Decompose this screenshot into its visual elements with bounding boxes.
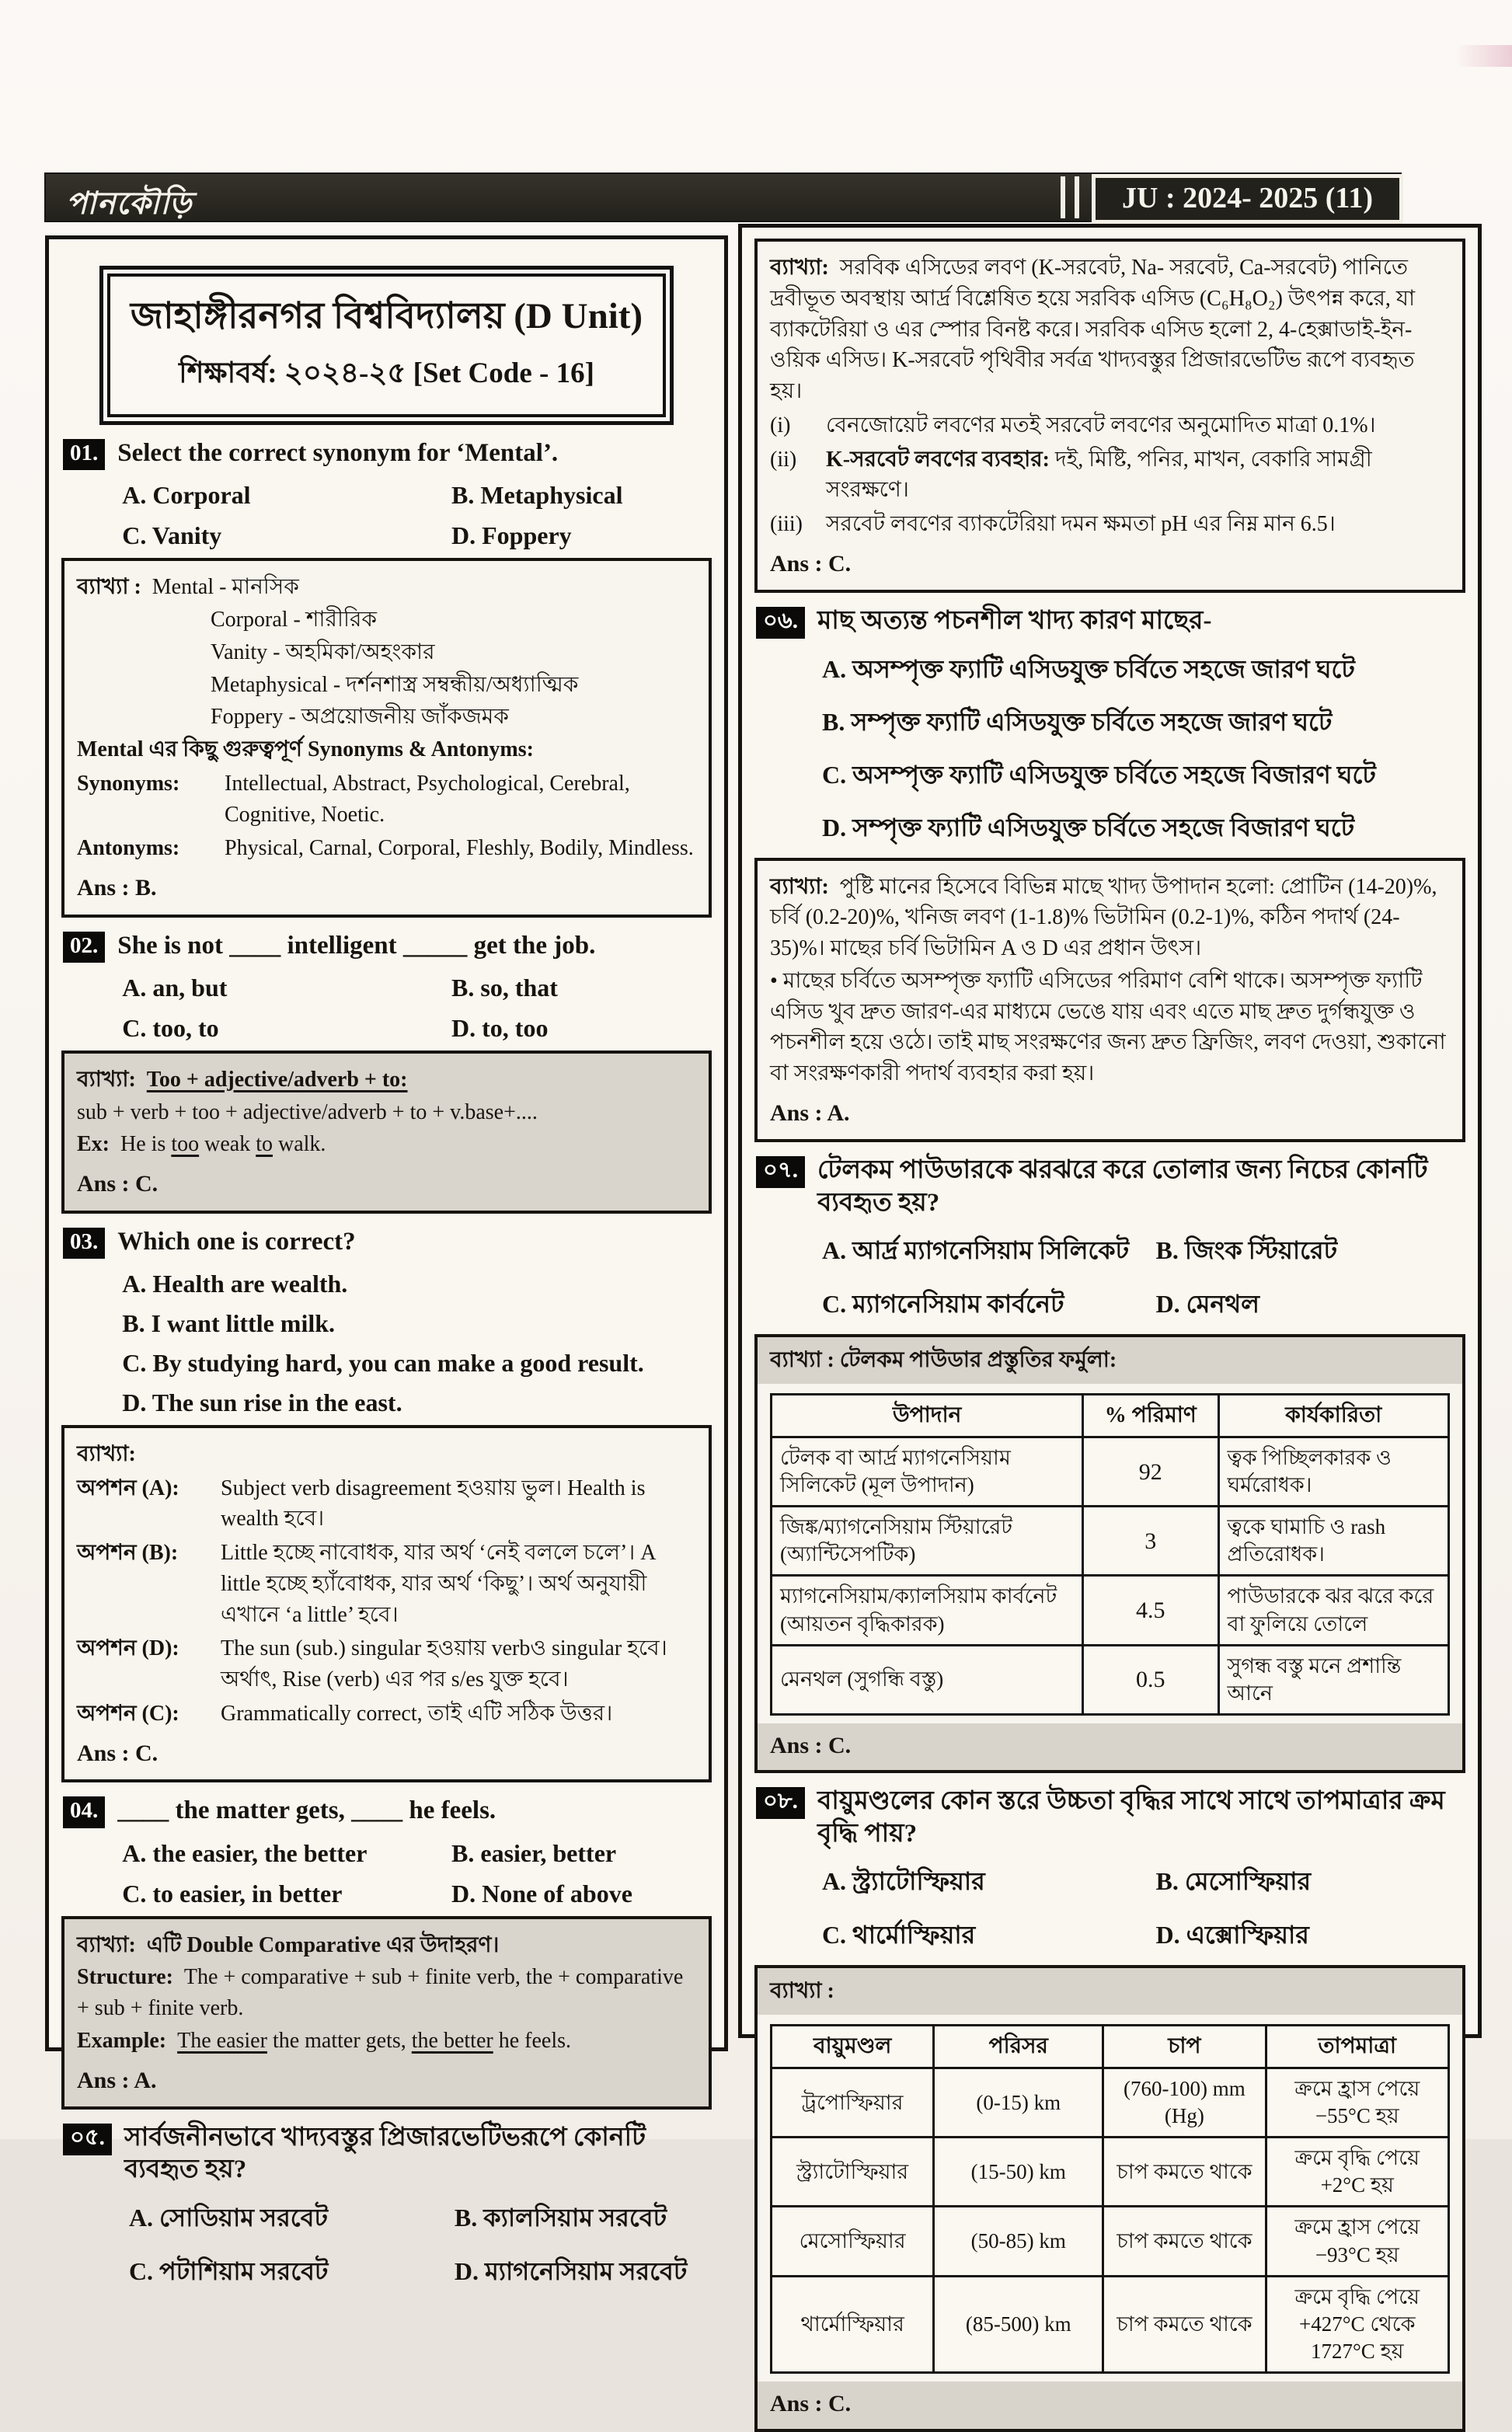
col-header-layer: বায়ুমণ্ডল <box>772 2025 934 2068</box>
option-d: D. সম্পৃক্ত ফ্যাটি এসিডযুক্ত চর্বিতে সহজে বিজারণ ঘটে <box>821 813 1355 841</box>
explanation-label: ব্যাখ্যা: <box>77 1932 136 1957</box>
point-body: বেনজোয়েট লবণের মতই সরবেট লবণের অনুমোদিত মাত্রা 0.1%। <box>826 413 1376 437</box>
table-row <box>772 1437 1449 1507</box>
question-block-06 <box>756 605 1464 849</box>
question-number: 03. <box>63 1228 105 1259</box>
option-a: A. সোডিয়াম সরবেট <box>128 2203 328 2232</box>
example-label: Example: <box>77 2028 167 2053</box>
explanation-paragraph <box>770 872 1450 964</box>
explanation-text: পুষ্টি মানের হিসেবে বিভিন্ন মাছে খাদ্য উপাদান হলো: প্রোটিন (14-20)%, চর্বি (0.2-20)%, খনিজ লবণ (1-1.8)% ভিটামিন (0.2-1)%, কঠিন পদার্থ (24-35)%। মাছের চর্বি ভিটামিন A ও D এর প্রধান উৎস। <box>770 874 1437 961</box>
question-block-03 <box>63 1226 710 1417</box>
cell-layer: ট্রপোস্ফিয়ার <box>772 2068 934 2138</box>
answer-line: Ans : C. <box>77 1740 159 1766</box>
explanation-label: ব্যাখ্যা: <box>770 256 829 280</box>
explanation-box-05 <box>754 239 1465 593</box>
table-row <box>772 2276 1449 2372</box>
example-mid: weak <box>199 1132 256 1157</box>
col-header-pressure: চাপ <box>1103 2025 1266 2068</box>
question-title: টেলকম পাউডারকে ঝরঝরে করে তোলার জন্য নিচের কোনটি ব্যবহৃত হয়? <box>817 1156 1428 1217</box>
point-text <box>826 410 1450 441</box>
option-b-analysis <box>77 1538 696 1630</box>
edition-badge: JU : 2024- 2025 (11) <box>1092 174 1403 224</box>
answer-line: Ans : A. <box>770 1099 850 1126</box>
point-bold: K-সরবেট লবণের ব্যবহার: <box>826 447 1050 472</box>
structure-label: Structure: <box>77 1965 173 1990</box>
option-a: A. Health are wealth. <box>122 1269 348 1298</box>
university-header-box <box>99 266 674 425</box>
example-underline-1: too <box>171 1132 200 1157</box>
bullet-paragraph: • মাছের চর্বিতে অসম্পৃক্ত ফ্যাটি এসিডের পরিমাণ বেশি থাকে। অসম্পৃক্ত ফ্যাটি এসিড খুব দ্রুত জারণ-এর মাধ্যমে ভেঙে যায় এবং এতে মাছ দ্রুত দুর্গন্ধযুক্ত ও পচনশীল হয়ে ওঠে। তাই মাছ সংরক্ষণের জন্য দ্রুত ফ্রিজিং, লবণ দেওয়া, শুকানো বা সংরক্ষণকারী পদার্থ ব্যবহার করা হয়। <box>770 968 1446 1086</box>
answer-line: Ans : C. <box>758 2381 1462 2429</box>
option-d: D. to, too <box>451 1013 549 1042</box>
structure-line <box>77 1962 696 2024</box>
atmosphere-layers-table <box>770 2024 1450 2374</box>
option-d: D. Foppery <box>451 521 572 550</box>
question-body <box>817 605 1464 849</box>
table-row <box>772 1576 1449 1645</box>
question-number: ০৮. <box>756 1787 805 1818</box>
col-header-temperature: তাপমাত্রা <box>1266 2025 1448 2068</box>
cell-pressure: চাপ কমতে থাকে <box>1103 2207 1266 2276</box>
explanation-text: সরবিক এসিডের লবণ (K-সরবেট, Na- সরবেট, Ca-সরবেট) পানিতে দ্রবীভূত অবস্থায় আর্দ্র বিশ্লেষিত হয়ে সরবিক এসিড (C₆H₈O₂) উৎপন্ন করে, যা ব্যাকটেরিয়া ও এর স্পোর বিনষ্ট করে। সরবিক এসিড হলো 2, 4-হেক্সাডাই-ইন-ওয়িক এসিড। K-সরবেট পৃথিবীর সর্বত্র খাদ্যবস্তুর প্রিজারভেটিভ রূপে ব্যবহৃত হয়। <box>770 256 1416 403</box>
question-number: ০৭. <box>756 1156 805 1187</box>
example-underline-2: to <box>256 1132 273 1157</box>
point-body: দই, মিষ্টি, পনির, মাখন, বেকারি সামগ্রী সংরক্ষণে। <box>826 447 1372 503</box>
session-set-code: শিক্ষাবর্ষ: ২০২৪-২৫ [Set Code - 16] <box>179 357 594 390</box>
left-column <box>45 235 728 2285</box>
explanation-label: ব্যাখ্যা: <box>770 874 829 899</box>
explanation-box-04 <box>61 1916 712 2110</box>
gloss-vanity: Vanity - অহমিকা/অহংকার <box>211 639 435 664</box>
cell-range: (85-500) km <box>934 2276 1103 2372</box>
item-text: Grammatically correct, তাই এটি সঠিক উত্তর। <box>221 1701 613 1726</box>
antonyms-label: Antonyms: <box>77 836 180 861</box>
table-header-row <box>772 1394 1449 1437</box>
synonyms-list: Intellectual, Abstract, Psychological, Cerebral, Cognitive, Noetic. <box>225 771 630 827</box>
right-column <box>738 224 1482 2416</box>
answer-line: Ans : C. <box>770 550 852 577</box>
cell-range: (0-15) km <box>934 2068 1103 2138</box>
point-i <box>770 410 1450 441</box>
option-a: A. আর্দ্র ম্যাগনেসিয়াম সিলিকেট <box>821 1235 1130 1264</box>
option-c: C. থার্মোস্ফিয়ার <box>821 1920 976 1949</box>
example-post: he feels. <box>493 2028 572 2053</box>
cell-percent: 0.5 <box>1083 1645 1218 1714</box>
cell-function: ত্বকে ঘামাচি ও rash প্রতিরোধক। <box>1218 1507 1449 1576</box>
question-number: 02. <box>63 932 105 963</box>
option-c: C. ম্যাগনেসিয়াম কার্বনেট <box>821 1289 1064 1318</box>
rule-line <box>77 1064 696 1096</box>
option-b: B. I want little milk. <box>122 1308 336 1337</box>
options <box>117 1270 710 1417</box>
option-a: A. the easier, the better <box>122 1838 368 1867</box>
explanation-box-08 <box>754 1965 1465 2432</box>
cell-temperature: ক্রমে বৃদ্ধি পেয়ে +427°C থেকে 1727°C হয় <box>1266 2276 1448 2372</box>
question-block-08 <box>756 1786 1464 1957</box>
masthead-divider-line <box>1075 176 1079 218</box>
example-post: walk. <box>272 1132 326 1157</box>
options <box>124 2198 710 2294</box>
question-body <box>817 1155 1464 1326</box>
option-a: A. স্ট্র্যাটোস্ফিয়ার <box>821 1866 985 1895</box>
point-label: (iii) <box>770 512 803 536</box>
explanation-box-01 <box>61 558 712 917</box>
table-row <box>772 2138 1449 2207</box>
cell-layer: থার্মোস্ফিয়ার <box>772 2276 934 2372</box>
option-b: B. easier, better <box>451 1838 617 1867</box>
point-body: সরবেট লবণের ব্যাকটেরিয়া দমন ক্ষমতা pH এর নিম্ন মান 6.5। <box>826 512 1336 536</box>
intro-text: এটি Double Comparative এর উদাহরণ। <box>146 1932 500 1957</box>
item-text: Little হচ্ছে নাবোধক, যার অর্থ ‘নেই বললে চলে’। A little হচ্ছে হ্যাঁবোধক, যার অর্থ ‘কিছু’। অর্থ অনুযায়ী এখানে ‘a little’ হবে। <box>221 1541 655 1627</box>
question-block-01 <box>63 437 710 550</box>
question-block-02 <box>63 930 710 1043</box>
options <box>817 1231 1464 1326</box>
item-label: অপশন (C): <box>77 1701 179 1726</box>
question-number: ০৬. <box>756 607 805 638</box>
brand-logo: পানকৌড়ি <box>66 186 193 221</box>
option-a-analysis <box>77 1473 696 1535</box>
cell-ingredient: জিঙ্ক/ম্যাগনেসিয়াম স্টিয়ারেট (অ্যান্টিসেপটিক) <box>772 1507 1083 1576</box>
antonyms-row <box>77 833 696 864</box>
answer-line: Ans : C. <box>758 1723 1462 1771</box>
cell-temperature: ক্রমে হ্রাস পেয়ে −55°C হয় <box>1266 2068 1448 2138</box>
option-d: D. এক্সোস্ফিয়ার <box>1155 1920 1309 1949</box>
option-b: B. ক্যালসিয়াম সরবেট <box>454 2203 667 2232</box>
cell-pressure: চাপ কমতে থাকে <box>1103 2276 1266 2372</box>
table-header-row <box>772 2025 1449 2068</box>
antonyms-list: Physical, Carnal, Corporal, Fleshly, Bodily, Mindless. <box>225 836 694 861</box>
option-a: A. an, but <box>122 973 228 1002</box>
question-body <box>117 437 710 550</box>
option-d: D. ম্যাগনেসিয়াম সরবেট <box>454 2256 688 2285</box>
col-header-ingredient: উপাদান <box>772 1394 1083 1437</box>
option-c: C. অসম্পৃক্ত ফ্যাটি এসিডযুক্ত চর্বিতে সহজে বিজারণ ঘটে <box>821 760 1376 789</box>
question-body <box>117 1226 710 1417</box>
cell-percent: 4.5 <box>1083 1576 1218 1645</box>
options <box>117 974 710 1043</box>
question-title: মাছ অত্যন্ত পচনশীল খাদ্য কারণ মাছের- <box>817 607 1212 636</box>
point-ii <box>770 444 1450 507</box>
point-label: (ii) <box>770 447 797 472</box>
example-line <box>77 2026 696 2057</box>
cell-pressure: চাপ কমতে থাকে <box>1103 2138 1266 2207</box>
table-row <box>772 1645 1449 1714</box>
cell-function: সুগন্ধ বস্তু মনে প্রশান্তি আনে <box>1218 1645 1449 1714</box>
explanation-label: ব্যাখ্যা: <box>77 1441 136 1466</box>
synonyms-label: Synonyms: <box>77 771 180 796</box>
question-title: Select the correct synonym for ‘Mental’. <box>117 439 559 468</box>
synonyms-heading: Mental এর কিছু গুরুত্বপূর্ণ Synonyms & Antonyms: <box>77 737 534 762</box>
cell-ingredient: টেলক বা আর্দ্র ম্যাগনেসিয়াম সিলিকেট (মূল উপাদান) <box>772 1437 1083 1507</box>
cell-ingredient: মেনথল (সুগন্ধি বস্তু) <box>772 1645 1083 1714</box>
point-iii <box>770 509 1450 540</box>
table-row <box>772 2207 1449 2276</box>
point-label: (i) <box>770 413 791 437</box>
explanation-label: ব্যাখ্যা : টেলকম পাউডার প্রস্তুতির ফর্মুলা: <box>758 1337 1462 1384</box>
item-label: অপশন (D): <box>77 1636 179 1661</box>
cell-range: (50-85) km <box>934 2207 1103 2276</box>
options <box>117 481 710 550</box>
gloss-metaphysical: Metaphysical - দর্শনশাস্ত্র সম্বন্ধীয়/অধ্যাত্মিক <box>211 672 579 697</box>
cell-percent: 3 <box>1083 1507 1218 1576</box>
question-number: 01. <box>63 439 105 470</box>
intro-line <box>77 1930 696 1961</box>
option-c: C. By studying hard, you can make a good result. <box>122 1348 644 1377</box>
cell-function: পাউডারকে ঝর ঝরে করে বা ফুলিয়ে তোলে <box>1218 1576 1449 1645</box>
question-body <box>124 2122 710 2294</box>
option-a: A. অসম্পৃক্ত ফ্যাটি এসিডযুক্ত চর্বিতে সহজে জারণ ঘটে <box>821 654 1355 683</box>
point-text <box>826 444 1450 507</box>
example-mid: the matter gets, <box>267 2028 412 2053</box>
cell-ingredient: ম্যাগনেসিয়াম/ক্যালসিয়াম কার্বনেট (আয়তন বৃদ্ধিকারক) <box>772 1576 1083 1645</box>
example-pre: He is <box>120 1132 172 1157</box>
col-header-percent: % পরিমাণ <box>1083 1394 1218 1437</box>
synonyms-row <box>77 768 696 831</box>
item-label: অপশন (A): <box>77 1476 179 1500</box>
option-c: C. Vanity <box>122 521 222 550</box>
question-title: She is not ____ intelligent _____ get the job. <box>117 931 596 960</box>
explanation-paragraph <box>770 253 1450 407</box>
question-title: Which one is correct? <box>117 1227 356 1256</box>
question-block-05 <box>63 2122 710 2294</box>
cell-range: (15-50) km <box>934 2138 1103 2207</box>
option-b: B. জিংক স্টিয়ারেট <box>1155 1235 1338 1264</box>
question-number: 04. <box>63 1796 105 1827</box>
talcum-formula-table <box>770 1393 1450 1716</box>
gloss-corporal: Corporal - শারীরিক <box>211 608 377 632</box>
option-d: D. The sun rise in the east. <box>122 1388 402 1416</box>
answer-line: Ans : B. <box>77 875 157 901</box>
option-b: B. মেসোস্ফিয়ার <box>1155 1866 1312 1895</box>
question-body <box>117 930 710 1043</box>
question-body <box>817 1786 1464 1957</box>
table-row <box>772 1507 1449 1576</box>
explanation-line <box>77 572 696 603</box>
explanation-box-07 <box>754 1334 1465 1773</box>
university-title: জাহাঙ্গীরনগর বিশ্ববিদ্যালয় (D Unit) <box>130 296 643 336</box>
option-c: C. পটাশিয়াম সরবেট <box>128 2256 329 2285</box>
question-body <box>117 1795 710 1908</box>
explanation-box-03 <box>61 1425 712 1782</box>
explanation-box-02 <box>61 1050 712 1214</box>
question-title: ____ the matter gets, ____ he feels. <box>117 1796 496 1825</box>
table-row <box>772 2068 1449 2138</box>
question-title: সার্বজনীনভাবে খাদ্যবস্তুর প্রিজারভেটিভরূপে কোনটি ব্যবহৃত হয়? <box>124 2124 646 2184</box>
pink-smudge <box>1455 45 1512 67</box>
structure-text: The + comparative + sub + finite verb, the + comparative + sub + finite verb. <box>77 1965 684 2021</box>
masthead-divider-line <box>1061 176 1065 218</box>
cell-function: ত্বক পিচ্ছিলকারক ও ঘর্মরোধক। <box>1218 1437 1449 1507</box>
cell-percent: 92 <box>1083 1437 1218 1507</box>
options <box>817 1862 1464 1957</box>
example-label: Ex: <box>77 1132 110 1157</box>
answer-line: Ans : C. <box>77 1171 159 1197</box>
cell-pressure: (760-100) mm (Hg) <box>1103 2068 1266 2138</box>
col-header-function: কার্যকারিতা <box>1218 1394 1449 1437</box>
question-block-07 <box>756 1155 1464 1326</box>
explanation-label: ব্যাখ্যা: <box>77 1067 136 1092</box>
option-b: B. সম্পৃক্ত ফ্যাটি এসিডযুক্ত চর্বিতে সহজে জারণ ঘটে <box>821 707 1333 736</box>
question-block-04 <box>63 1795 710 1908</box>
point-text <box>826 509 1450 540</box>
grammar-rule: Too + adjective/adverb + to: <box>146 1067 408 1092</box>
cell-layer: মেসোস্ফিয়ার <box>772 2207 934 2276</box>
gloss-mental: Mental - মানসিক <box>152 575 299 600</box>
col-header-range: পরিসর <box>934 2025 1103 2068</box>
question-number: ০৫. <box>63 2124 112 2155</box>
question-title: বায়ুমণ্ডলের কোন স্তরে উচ্চতা বৃদ্ধির সাথে সাথে তাপমাত্রার ক্রম বৃদ্ধি পায়? <box>817 1787 1445 1848</box>
option-c: C. too, to <box>122 1013 219 1042</box>
item-label: অপশন (B): <box>77 1541 179 1566</box>
cell-layer: স্ট্র্যাটোস্ফিয়ার <box>772 2138 934 2207</box>
explanation-label: ব্যাখ্যা : <box>77 575 141 600</box>
option-b: B. so, that <box>451 973 558 1002</box>
university-header-inner <box>107 274 667 417</box>
option-c-analysis <box>77 1699 696 1730</box>
options <box>117 1839 710 1908</box>
option-c: C. to easier, in better <box>122 1879 343 1908</box>
options <box>817 650 1464 850</box>
item-text: Subject verb disagreement হওয়ায় ভুল। Health is wealth হবে। <box>221 1476 646 1531</box>
item-text: The sun (sub.) singular হওয়ায় verbও singular হবে। অর্থাৎ, Rise (verb) এর পর s/es যুক্ত হবে। <box>221 1636 667 1692</box>
example-underline-2: the better <box>411 2028 493 2053</box>
option-d: D. None of above <box>451 1879 632 1908</box>
explanation-box-06 <box>754 858 1465 1143</box>
cell-temperature: ক্রমে বৃদ্ধি পেয়ে +2°C হয় <box>1266 2138 1448 2207</box>
cell-temperature: ক্রমে হ্রাস পেয়ে −93°C হয় <box>1266 2207 1448 2276</box>
gloss-foppery: Foppery - অপ্রয়োজনীয় জাঁকজমক <box>211 705 509 730</box>
formula-line: sub + verb + too + adjective/adverb + to + v.base+.... <box>77 1099 538 1124</box>
explanation-label: ব্যাখ্যা : <box>758 1968 1462 2015</box>
example-line <box>77 1129 696 1160</box>
example-underline-1: The easier <box>177 2028 267 2053</box>
option-d: D. মেনথল <box>1155 1289 1260 1318</box>
option-a: A. Corporal <box>122 481 251 510</box>
answer-line: Ans : A. <box>77 2067 157 2093</box>
option-b: B. Metaphysical <box>451 481 623 510</box>
option-d-analysis <box>77 1633 696 1695</box>
masthead-bar <box>44 172 1402 222</box>
